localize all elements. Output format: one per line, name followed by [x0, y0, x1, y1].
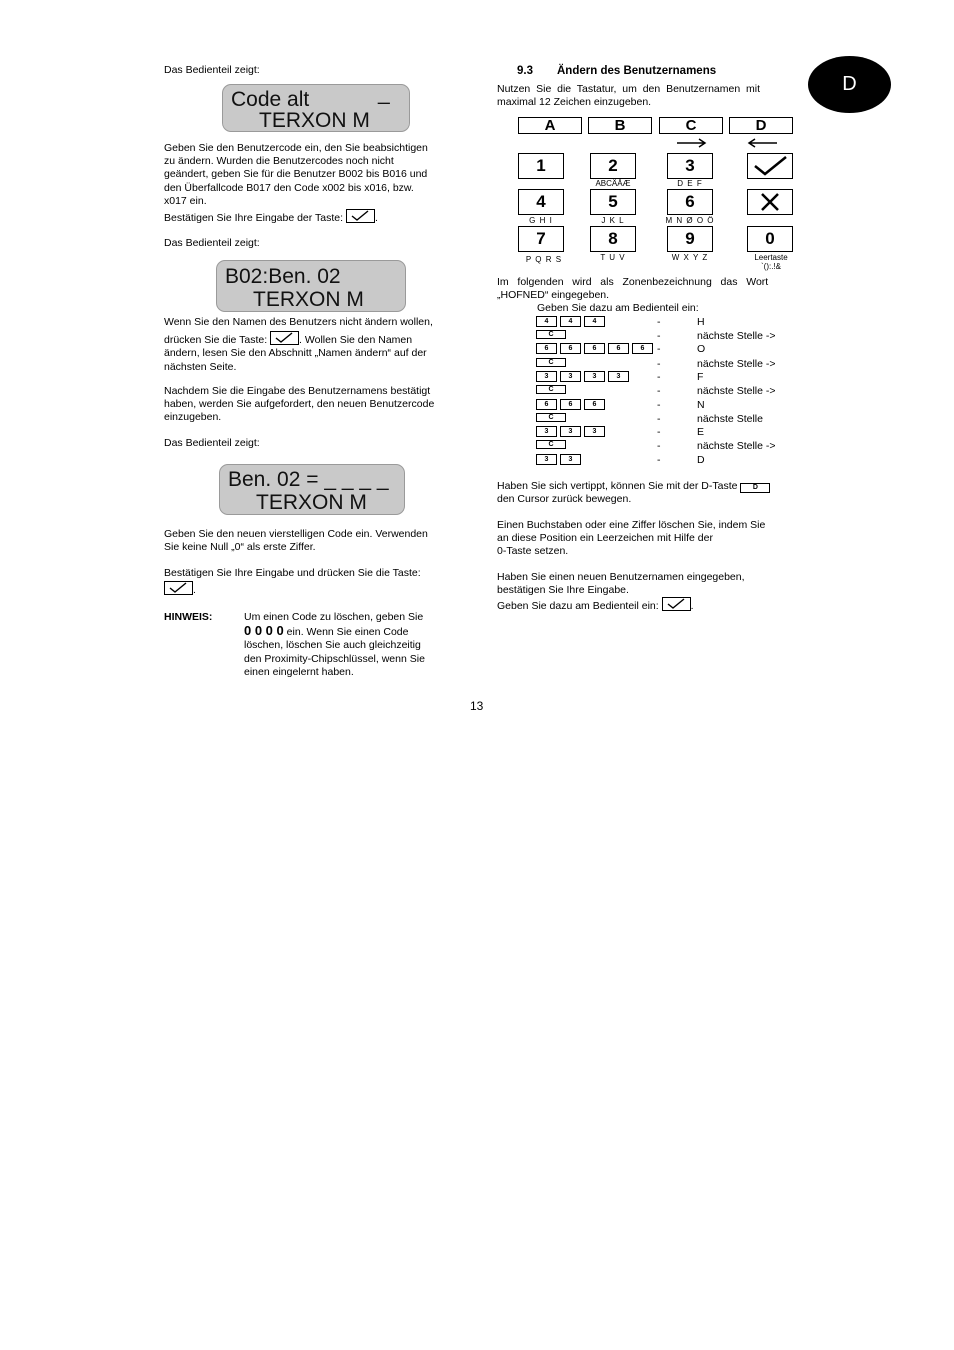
sequence-row: [536, 440, 796, 454]
page-number: 13: [470, 699, 484, 713]
key-cap: 6: [608, 343, 629, 354]
key-cap: 3: [608, 371, 629, 382]
text-line: Bestätigen Sie Ihre Eingabe und drücken Sie die Taste:: [164, 567, 421, 579]
check-icon: [748, 154, 792, 178]
text-line: einen eingelernt haben.: [244, 665, 354, 678]
key-cap: 3: [584, 371, 605, 382]
check-key-icon: [346, 209, 375, 223]
text-line: „HOFNED“ eingegeben.: [497, 289, 610, 302]
key-2-letters: ABCÄÅÆ: [595, 179, 631, 188]
sequence-result: nächste Stelle ->: [697, 440, 776, 452]
paragraph-typo: [497, 480, 797, 506]
sequence-row: [536, 413, 796, 427]
check-key-icon: [164, 581, 193, 595]
shows-label-2: Das Bedienteil zeigt:: [164, 237, 260, 249]
arrow-left-icon: [746, 138, 778, 148]
paragraph-delete: [497, 519, 797, 559]
text-line: Nachdem Sie die Eingabe des Benutzernamens bestätigt: [164, 385, 431, 397]
text-line: Geben Sie den Benutzercode ein, den Sie beabsichtigen: [164, 142, 428, 154]
lcd3-line1: Ben. 02 = _ _ _ _: [228, 468, 389, 491]
key-cap: 3: [560, 426, 581, 437]
key-cap: 6: [560, 343, 581, 354]
key-cap: 3: [560, 454, 581, 465]
dash: -: [657, 413, 661, 425]
key-cap: 3: [536, 371, 557, 382]
paragraph-intro: [497, 83, 792, 109]
text-line: 0-Taste setzen.: [497, 545, 569, 558]
paragraph-four-digit: [164, 528, 464, 554]
sequence-row: [536, 343, 796, 357]
text-line: nächsten Seite.: [164, 360, 237, 373]
key-8-letters: T U V: [600, 253, 626, 262]
key-enter: [747, 153, 793, 179]
key-2: 2: [590, 153, 636, 179]
sequence-result: N: [697, 399, 705, 411]
sequence-row: [536, 399, 796, 413]
paragraph-old-code: [164, 142, 464, 225]
key-5: 5: [590, 189, 636, 215]
key-9-letters: W X Y Z: [671, 253, 709, 262]
enter-prompt: Geben Sie dazu am Bedienteil ein:: [537, 302, 699, 314]
text-line: Haben Sie einen neuen Benutzernamen eingegeben,: [497, 571, 745, 583]
lcd1-line2: TERXON M: [259, 109, 370, 132]
text-line: den Proximity-Chipschlüssel, wenn Sie: [244, 652, 425, 665]
text-line: Im folgenden wird als Zonenbezeichnung das Wort: [497, 276, 769, 288]
section-number: 9.3: [517, 65, 533, 77]
key-5-letters: J K L: [601, 216, 625, 225]
key-cancel: [747, 189, 793, 215]
language-badge-label: D: [842, 73, 857, 95]
language-badge: [808, 56, 891, 113]
sequence-row: [536, 371, 796, 385]
text-line: haben, werden Sie aufgefordert, den neuen Benutzercode: [164, 398, 435, 411]
key-cap: 6: [584, 343, 605, 354]
sequence-result: F: [697, 371, 704, 383]
sequence-row: [536, 358, 796, 372]
key-6-letters: M N Ø O Ö: [665, 216, 715, 225]
sequence-result: E: [697, 426, 705, 438]
dash: -: [657, 316, 661, 328]
key-cap: C: [536, 330, 566, 339]
shows-label-1: Das Bedienteil zeigt:: [164, 64, 260, 76]
dash: -: [657, 454, 661, 466]
text-line: x017 ein.: [164, 194, 207, 207]
key-b: B: [588, 117, 652, 134]
lcd2-line2: TERXON M: [253, 288, 364, 311]
key-7: 7: [518, 226, 564, 252]
key-3: 3: [667, 153, 713, 179]
sequence-row: [536, 454, 796, 468]
key-4-letters: G H I: [529, 216, 553, 225]
key-c: C: [659, 117, 723, 134]
key-cap: 4: [536, 316, 557, 327]
dash: -: [657, 343, 661, 355]
key-cap: 6: [632, 343, 653, 354]
check-key-icon: [662, 597, 691, 611]
note-code: 0 0 0 0: [244, 623, 284, 639]
sequence-result: D: [697, 454, 705, 466]
dash: -: [657, 440, 661, 452]
dash: -: [657, 426, 661, 438]
note-label: HINWEIS:: [164, 611, 213, 623]
sequence-row: [536, 330, 796, 344]
check-key-icon: [270, 331, 299, 345]
cross-icon: [748, 190, 792, 214]
key-cap: 3: [536, 426, 557, 437]
text-line: geändert, geben Sie für die Benutzer B002 bis B016 und: [164, 168, 428, 181]
text-line: einzugeben.: [164, 411, 222, 424]
key-cap: 3: [584, 426, 605, 437]
text-span: ein. Wenn Sie einen Code: [283, 626, 409, 639]
lcd-display-new-code: [219, 464, 405, 515]
text-line: an diese Position ein Leerzeichen mit Hilfe der: [497, 532, 713, 545]
text-line: bestätigen Sie Ihre Eingabe.: [497, 584, 629, 597]
text-line: Geben Sie den neuen vierstelligen Code ein. Verwenden: [164, 528, 428, 540]
text-line: [164, 331, 464, 347]
sequence-result: H: [697, 316, 705, 328]
key-8: 8: [590, 226, 636, 252]
key-4: 4: [518, 189, 564, 215]
note-text: [244, 611, 459, 679]
text-line: maximal 12 Zeichen einzugeben.: [497, 96, 652, 109]
key-7-letters: P Q R S: [525, 255, 563, 264]
key-cap: 3: [560, 371, 581, 382]
sequence-row: [536, 385, 796, 399]
key-cap: C: [536, 413, 566, 422]
text-line: zu ändern. Wurden die Benutzercodes noch nicht: [164, 155, 394, 168]
key-cap: 6: [560, 399, 581, 410]
key-d: D: [729, 117, 793, 134]
key-cap: 6: [536, 399, 557, 410]
text-line: ändern, lesen Sie den Abschnitt „Namen ändern“ auf der: [164, 347, 427, 360]
key-cap: 3: [536, 454, 557, 465]
paragraph-new-code-prompt: [164, 385, 464, 425]
key-0-symbols: `():.!&: [761, 262, 781, 271]
key-cap: 4: [560, 316, 581, 327]
paragraph-confirm-2: [164, 567, 464, 597]
key-6: 6: [667, 189, 713, 215]
lcd-display-user-name: [216, 260, 406, 312]
section-title: Ändern des Benutzernamens: [557, 65, 717, 77]
key-9: 9: [667, 226, 713, 252]
sequence-result: nächste Stelle ->: [697, 330, 776, 342]
key-0: 0: [747, 226, 793, 252]
arrow-right-icon: [676, 138, 708, 148]
text-line: [244, 624, 459, 639]
dash: -: [657, 385, 661, 397]
lcd3-line2: TERXON M: [256, 491, 367, 514]
confirm-line-1: Bestätigen Sie Ihre Eingabe der Taste: .: [164, 209, 464, 225]
key-cap: 6: [584, 399, 605, 410]
text-line: Einen Buchstaben oder eine Ziffer löschen Sie, indem Sie: [497, 519, 766, 531]
key-3-letters: D E F: [677, 179, 703, 188]
sequence-row: [536, 316, 796, 330]
sequence-result: nächste Stelle ->: [697, 385, 776, 397]
text-line: [497, 480, 797, 493]
text-line: Geben Sie dazu am Bedienteil ein: .: [497, 597, 797, 613]
text-span: drücken Sie die Taste:: [164, 334, 268, 347]
paragraph-new-name: [497, 571, 797, 614]
text-line: löschen, löschen Sie auch gleichzeitig: [244, 639, 421, 652]
text-line: Wenn Sie den Namen des Benutzers nicht ändern wollen,: [164, 316, 433, 328]
key-cap: C: [536, 440, 566, 449]
dash: -: [657, 371, 661, 383]
paragraph-name-change: [164, 316, 464, 374]
text-line: den Überfallcode B017 den Code x002 bis x016, bzw.: [164, 181, 414, 194]
text-line: Sie keine Null „0“ als erste Ziffer.: [164, 541, 316, 554]
confirm-text: Bestätigen Sie Ihre Eingabe der Taste:: [164, 212, 344, 225]
key-cap: C: [536, 358, 566, 367]
text-line: Um einen Code zu löschen, geben Sie: [244, 611, 424, 623]
shows-label-3: Das Bedienteil zeigt:: [164, 437, 260, 449]
dash: -: [657, 358, 661, 370]
text-line: Nutzen Sie die Tastatur, um den Benutzernamen mit: [497, 83, 761, 95]
key-cap: 6: [536, 343, 557, 354]
key-cap: C: [536, 385, 566, 394]
text-span: . Wollen Sie den Namen: [299, 334, 413, 347]
key-0-label: Leertaste: [754, 253, 788, 262]
text-line: .: [164, 581, 464, 597]
sequence-row: [536, 426, 796, 440]
text-line: den Cursor zurück bewegen.: [497, 493, 632, 506]
lcd-display-code-alt: [222, 84, 410, 132]
sequence-result: nächste Stelle: [697, 413, 763, 425]
key-cap: D: [740, 483, 770, 493]
lcd1-cursor: _: [378, 82, 390, 105]
paragraph-example: [497, 276, 792, 302]
lcd2-line1: B02:Ben. 02: [225, 265, 341, 288]
sequence-result: O: [697, 343, 706, 355]
key-1: 1: [518, 153, 564, 179]
dash: -: [657, 330, 661, 342]
text-span: Geben Sie dazu am Bedienteil ein:: [497, 600, 659, 613]
key-a: A: [518, 117, 582, 134]
dash: -: [657, 399, 661, 411]
key-cap: 4: [584, 316, 605, 327]
sequence-result: nächste Stelle ->: [697, 358, 776, 370]
text-span: Haben Sie sich vertippt, können Sie mit der D-Taste: [497, 480, 738, 492]
lcd1-line1: Code alt: [231, 88, 310, 111]
